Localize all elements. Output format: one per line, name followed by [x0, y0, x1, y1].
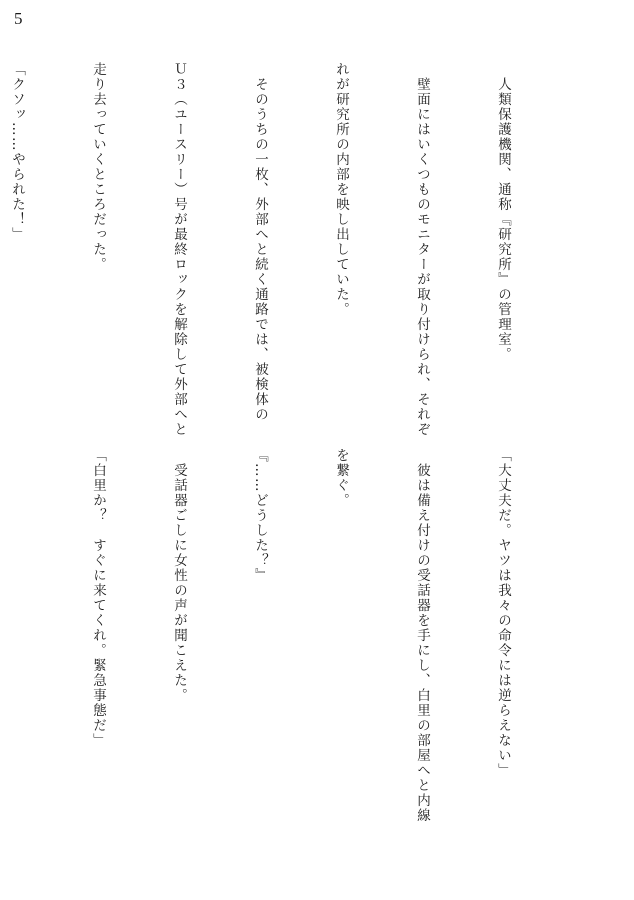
- text-line: 彼は備え付けの受話器を手にし、白里の部屋へと内線: [414, 448, 430, 823]
- text-line: 「白里か？ すぐに来てくれ。緊急事態だ」: [90, 448, 106, 748]
- text-line: そのうちの一枚、外部へと続く通路では、被検体の: [252, 62, 268, 422]
- text-line: 受話器ごしに女性の声が聞こえた。: [171, 448, 187, 703]
- text-line: を繋ぐ。: [333, 448, 349, 508]
- text-line: 「大丈夫だ。ヤツは我々の命令には逆らえない」: [495, 448, 511, 778]
- text-line: Ｕ３（ユースリー）号が最終ロックを解除して外部へと: [171, 62, 187, 437]
- text-column-top: [0, 62, 570, 437]
- text-line: 壁面にはいくつものモニターが取り付けられ、それぞ: [414, 62, 430, 437]
- text-line: 人類保護機関、通称『研究所』の管理室。: [495, 62, 511, 362]
- page-number: 5: [14, 9, 23, 28]
- text-line: 「クソッ……やられた！」: [9, 62, 25, 242]
- text-column-bottom: [57, 448, 570, 823]
- text-line: 走り去っていくところだった。: [90, 62, 106, 272]
- text-line: 『……どうした？』: [252, 448, 268, 583]
- text-line: れが研究所の内部を映し出していた。: [333, 62, 349, 317]
